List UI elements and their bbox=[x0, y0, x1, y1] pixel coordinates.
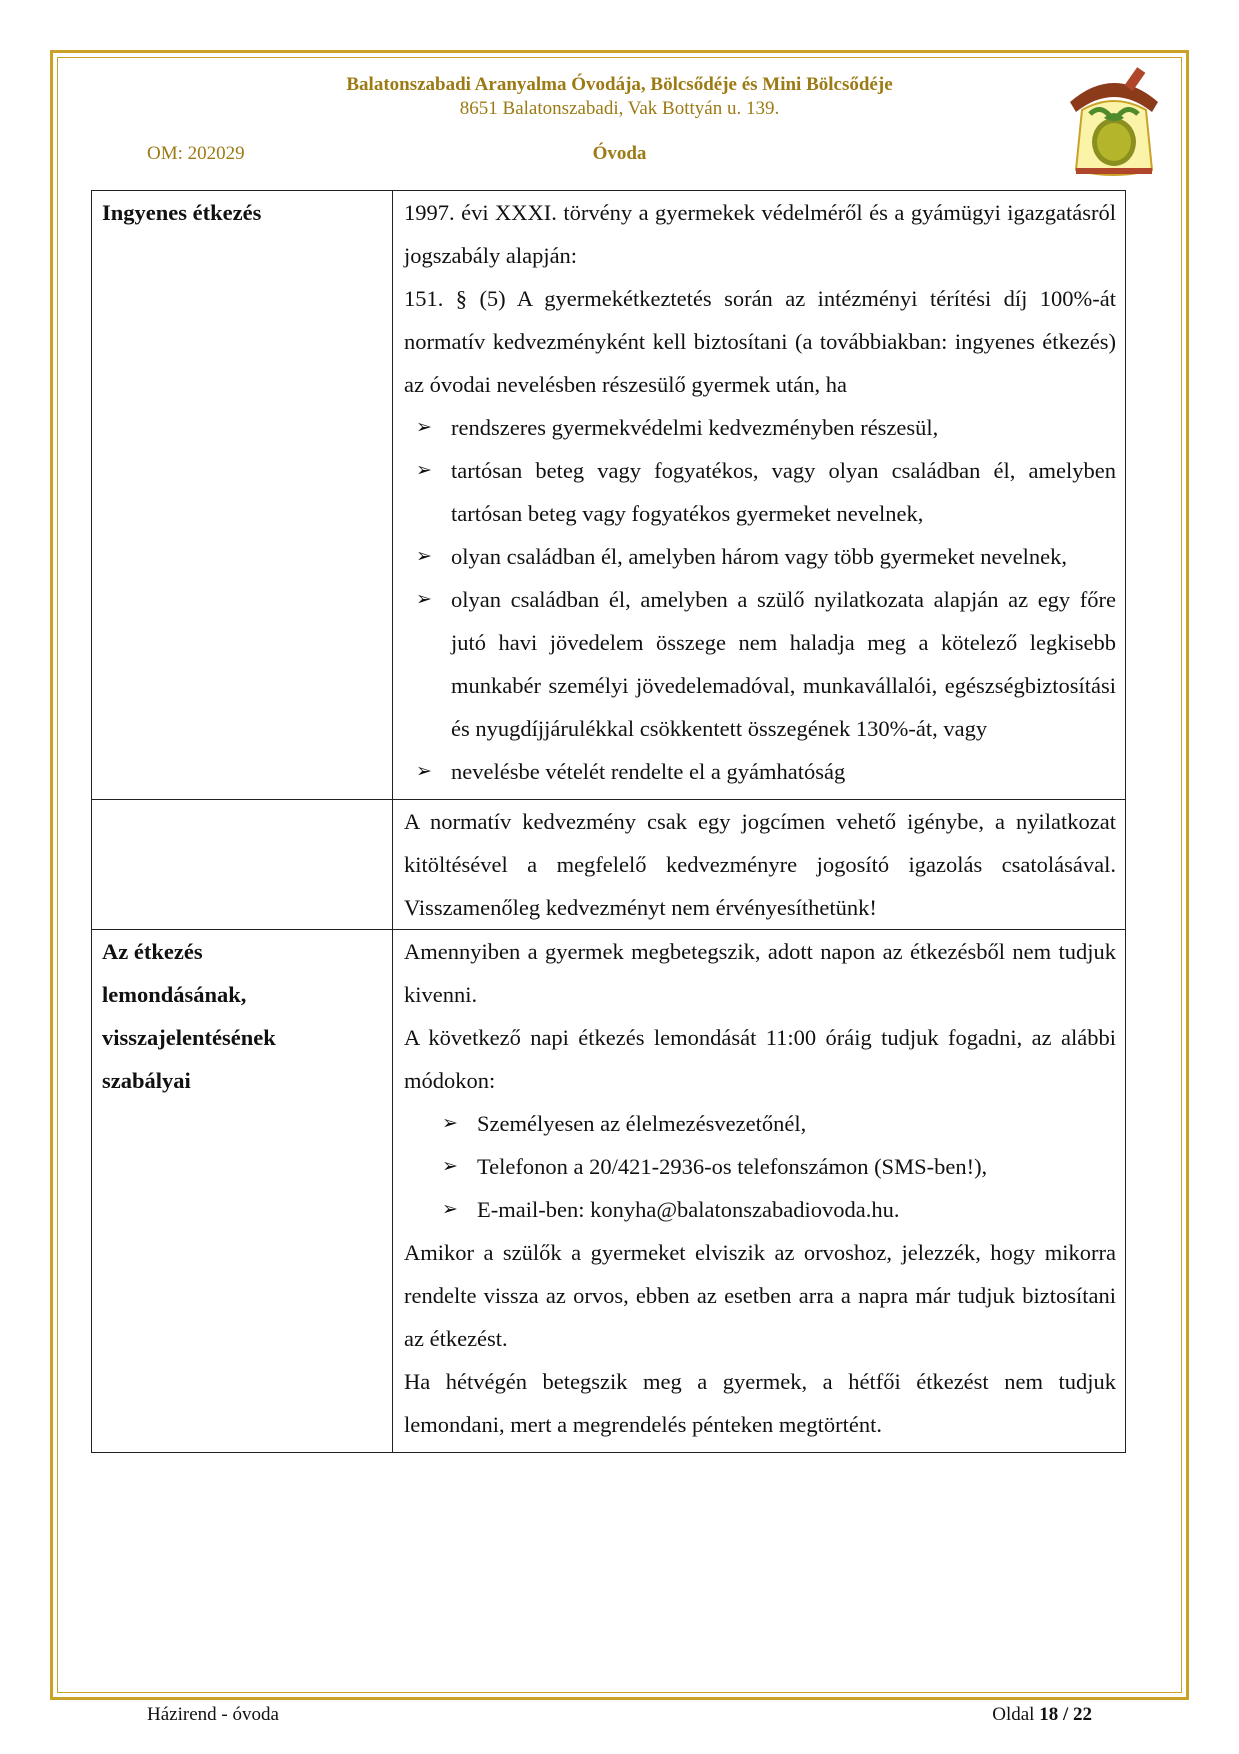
paragraph: 1997. évi XXXI. törvény a gyermekek védelméről és a gyámügyi igazgatásról jogszabály alapján: bbox=[404, 200, 1116, 268]
table-row bbox=[92, 191, 1126, 800]
row-label bbox=[92, 930, 393, 1453]
list-item bbox=[404, 1145, 1116, 1188]
page-current: 18 bbox=[1039, 1704, 1059, 1725]
list-item-text: nevelésbe vételét rendelte el a gyámhatóság bbox=[451, 759, 846, 784]
page-separator: / bbox=[1062, 1704, 1069, 1725]
list-item bbox=[404, 535, 1116, 578]
footer-page-number bbox=[992, 1704, 1092, 1726]
arrow-bullet-icon: ➢ bbox=[442, 1113, 458, 1134]
arrow-bullet-icon: ➢ bbox=[442, 1156, 458, 1177]
list-item-text: Telefonon a 20/421-2936-os telefonszámon (SMS-ben!), bbox=[477, 1154, 988, 1179]
row-content bbox=[393, 800, 1126, 930]
row-label-line: szabályai bbox=[102, 1068, 191, 1093]
page-label: Oldal bbox=[992, 1704, 1035, 1725]
row-label: Ingyenes étkezés bbox=[92, 191, 393, 800]
arrow-bullet-icon: ➢ bbox=[416, 589, 432, 610]
om-number: OM: 202029 bbox=[147, 143, 245, 164]
list-item-text: tartósan beteg vagy fogyatékos, vagy olyan családban él, amelyben tartósan beteg vagy fogyatékos gyermeket nevelnek, bbox=[451, 458, 1116, 526]
rules-table bbox=[91, 190, 1126, 1453]
institution-name: Balatonszabadi Aranyalma Óvodája, Bölcsődéje és Mini Bölcsődéje bbox=[346, 74, 893, 95]
list-item bbox=[404, 750, 1116, 799]
arrow-bullet-icon: ➢ bbox=[442, 1199, 458, 1220]
section-title: Óvoda bbox=[592, 143, 647, 164]
paragraph: Amennyiben a gyermek megbetegszik, adott napon az étkezésből nem tudjuk kivenni. bbox=[404, 939, 1116, 1007]
list-item bbox=[404, 406, 1116, 449]
list-item-text: rendszeres gyermekvédelmi kedvezményben részesül, bbox=[451, 415, 939, 440]
bullet-list bbox=[404, 406, 1116, 799]
page-total: 22 bbox=[1073, 1704, 1092, 1725]
row-label-line: lemondásának, bbox=[102, 982, 247, 1007]
list-item bbox=[404, 1102, 1116, 1145]
paragraph: Amikor a szülők a gyermeket elviszik az orvoshoz, jelezzék, hogy mikorra rendelte vissza az orvos, ebben az esetben arra a napra már tudjuk biztosítani az étkezést. bbox=[404, 1240, 1116, 1351]
arrow-bullet-icon: ➢ bbox=[416, 761, 432, 782]
row-label-line: visszajelentésének bbox=[102, 1025, 276, 1050]
paragraph: A következő napi étkezés lemondását 11:00 óráig tudjuk fogadni, az alábbi módokon: bbox=[404, 1025, 1116, 1093]
list-item-text: Személyesen az élelmezésvezetőnél, bbox=[477, 1111, 807, 1136]
institution-logo bbox=[1060, 62, 1168, 180]
list-item bbox=[404, 1188, 1116, 1231]
list-item-text: olyan családban él, amelyben a szülő nyilatkozata alapján az egy főre jutó havi jövedelem összege nem haladja meg a kötelező legkisebb munkabér személyi jövedelemadóval, munkavállalói, egészségbiztosítási és nyugdíjjárulékkal csökkentett összegének 130%-át, vagy bbox=[451, 587, 1116, 741]
paragraph: Ha hétvégén betegszik meg a gyermek, a hétfői étkezést nem tudjuk lemondani, mert a megrendelés pénteken megtörtént. bbox=[404, 1369, 1116, 1437]
arrow-bullet-icon: ➢ bbox=[416, 546, 432, 567]
institution-address: 8651 Balatonszabadi, Vak Bottyán u. 139. bbox=[459, 98, 780, 119]
list-item-text: olyan családban él, amelyben három vagy több gyermeket nevelnek, bbox=[451, 544, 1068, 569]
arrow-bullet-icon: ➢ bbox=[416, 417, 432, 438]
footer-document-name: Házirend - óvoda bbox=[147, 1704, 279, 1725]
paragraph: A normatív kedvezmény csak egy jogcímen vehető igénybe, a nyilatkozat kitöltésével a megfelelő kedvezményre jogosító igazolás csatolásával. Visszamenőleg kedvezményt nem érvényesíthetünk! bbox=[404, 809, 1116, 920]
row-label bbox=[92, 800, 393, 930]
table-row bbox=[92, 800, 1126, 930]
row-label-line: Az étkezés bbox=[102, 939, 203, 964]
bullet-list bbox=[404, 1102, 1116, 1231]
paragraph: 151. § (5) A gyermekétkeztetés során az intézményi térítési díj 100%-át normatív kedvezményként kell biztosítani (a továbbiakban: ingyenes étkezés) az óvodai nevelésben részesülő gyermek után, ha bbox=[404, 286, 1116, 397]
row-content bbox=[393, 930, 1126, 1453]
table-row bbox=[92, 930, 1126, 1453]
list-item bbox=[404, 578, 1116, 750]
list-item-text: E-mail-ben: konyha@balatonszabadiovoda.hu. bbox=[477, 1197, 900, 1222]
arrow-bullet-icon: ➢ bbox=[416, 460, 432, 481]
list-item bbox=[404, 449, 1116, 535]
row-content bbox=[393, 191, 1126, 800]
